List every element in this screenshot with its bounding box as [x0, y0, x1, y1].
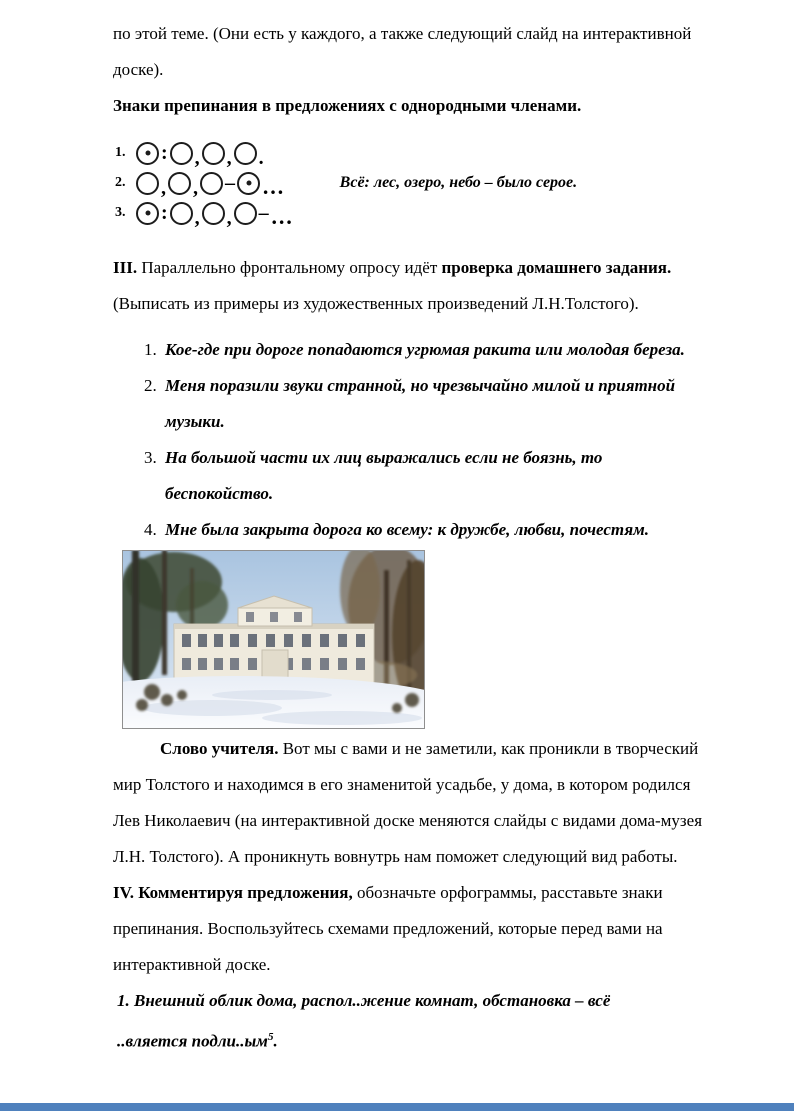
examples-list: [113, 332, 703, 548]
task-sentence-period: .: [273, 1031, 278, 1051]
comma-symbol: ,: [226, 207, 232, 229]
schema-row: [115, 138, 296, 168]
schema-rows: [115, 138, 296, 228]
task-sentence-text: 1. Внешний облик дома, распол..жение комнат, обстановка – всё ..вляется подли..ым: [117, 991, 611, 1051]
example-sentence: 3. На большой части их лиц выражались если не боязнь, то беспокойство.: [161, 440, 703, 512]
circle-symbol: [202, 202, 225, 225]
dotted-circle-symbol: [136, 142, 159, 165]
teacher-paragraph: [113, 731, 703, 875]
circle-symbol: [136, 172, 159, 195]
colon-symbol: :: [161, 202, 168, 224]
dash-symbol: –: [225, 172, 235, 194]
circle-symbol: [200, 172, 223, 195]
circle-symbol: [170, 142, 193, 165]
schema-row: [115, 198, 296, 228]
ellipsis-symbol: …: [262, 174, 286, 199]
task-sentence: [117, 983, 662, 1060]
dotted-circle-symbol: [237, 172, 260, 195]
example-sentence: 1. Кое-где при дороге попадаются угрюмая ракита или молодая береза.: [161, 332, 703, 368]
text-run: проверка домашнего задания.: [441, 258, 672, 277]
estate-winter-photo: [122, 550, 425, 729]
schema-block: [115, 138, 703, 228]
circle-symbol: [170, 202, 193, 225]
schema-number: 2.: [115, 175, 126, 190]
section3-paragraph: [113, 250, 703, 286]
schema-number: 1.: [115, 145, 126, 160]
circle-symbol: [234, 142, 257, 165]
circle-symbol: [234, 202, 257, 225]
text-run: обозначьте орфограммы, расставьте знаки препинания. Воспользуйтесь схемами предложений, которые перед вами на интерактивной доске.: [113, 883, 663, 974]
colon-symbol: :: [161, 142, 168, 164]
text-run: Вот мы с вами и не заметили, как проникли в творческий мир Толстого и находимся в его знаменитой усадьбе, у дома, в котором родился Лев Николаевич (на интерактивной доске меняются слайды с видами дома-музея Л.Н. Толстого). А проникнуть вовнутрь нам поможет следующий вид работы.: [113, 739, 703, 866]
example-sentence: 2. Меня поразили звуки странной, но чрезвычайно милой и приятной музыки.: [161, 368, 703, 440]
circle-symbol: [168, 172, 191, 195]
bottom-blue-bar: [0, 1103, 794, 1111]
comma-symbol: ,: [161, 177, 166, 199]
comma-symbol: ,: [194, 147, 200, 169]
section4-paragraph: [113, 875, 703, 983]
punctuation-heading: Знаки препинания в предложениях с однородными членами.: [113, 96, 582, 115]
period-symbol: .: [258, 147, 264, 169]
ellipsis-symbol: …: [270, 204, 295, 229]
schema-example-sentence: Всё: лес, озеро, небо – было серое.: [339, 174, 578, 191]
comma-symbol: ,: [194, 207, 200, 229]
text-run: Параллельно фронтальному опросу идёт: [141, 258, 442, 277]
section3-note: (Выписать из примеры из художественных произведений Л.Н.Толстого).: [113, 294, 639, 313]
comma-symbol: ,: [193, 177, 198, 199]
footnote-superscript: 5: [267, 1031, 274, 1043]
text-run: Слово учителя.: [160, 739, 283, 758]
circle-symbol: [202, 142, 225, 165]
text-run: III.: [113, 258, 142, 277]
comma-symbol: ,: [226, 147, 232, 169]
dash-symbol: –: [258, 202, 269, 224]
schema-number: 3.: [115, 205, 126, 220]
dotted-circle-symbol: [136, 202, 159, 225]
intro-paragraph: по этой теме. (Они есть у каждого, а также следующий слайд на интерактивной доске).: [113, 24, 692, 79]
text-run: IV. Комментируя предложения,: [113, 883, 353, 902]
example-sentence: 4. Мне была закрыта дорога ко всему: к дружбе, любви, почестям.: [161, 512, 703, 548]
schema-row: [115, 168, 296, 198]
